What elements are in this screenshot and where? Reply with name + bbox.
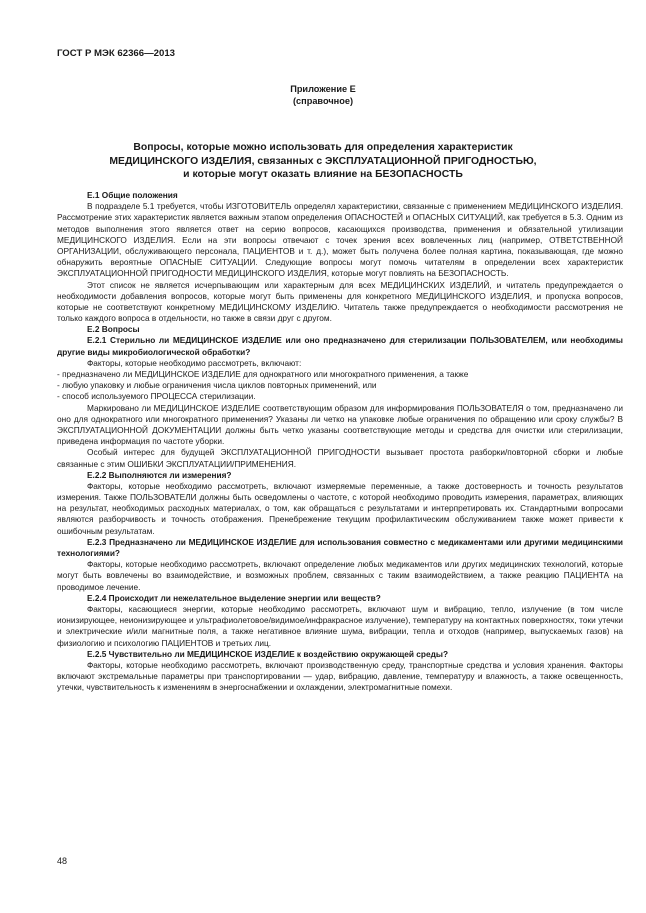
- title-line-3: и которые могут оказать влияние на БЕЗОПАСНОСТЬ: [183, 169, 463, 181]
- paragraph: Этот список не является исчерпывающим или характерным для всех МЕДИЦИНСКИХ ИЗДЕЛИЙ, и читатель предупреждается о необходимости добавления вопросов, которые могут быть применены для конкретного МЕДИЦИНСКОГО ИЗДЕЛИЯ, и пропуска вопросов, которые не соответствуют конкретному МЕДИЦИНСКОМУ ИЗДЕЛИЮ. Читатель также предупреждается о необходимости рассмотрения не только каждого вопроса в отдельности, но также в связи друг с другом.: [57, 279, 623, 324]
- paragraph: Маркировано ли МЕДИЦИНСКОЕ ИЗДЕЛИЕ соответствующим образом для информирования ПОЛЬЗОВАТЕЛЯ о том, предназначено ли оно для однократного или многократного применения? Указаны ли четко на упаковке любые ограничения по обращению или сроку службы? В ЭКСПЛУАТАЦИОННОЙ ДОКУМЕНТАЦИИ должны быть четко указаны соответствующие методы и средства для очистки или стерилизации, приведена информация по частоте уборки.: [57, 402, 623, 447]
- title-line-1: Вопросы, которые можно использовать для определения характеристик: [133, 142, 513, 153]
- document-body: [57, 190, 623, 693]
- paragraph: В подразделе 5.1 требуется, чтобы ИЗГОТОВИТЕЛЬ определял характеристики, связанные с применением МЕДИЦИНСКОГО ИЗДЕЛИЯ. Рассмотрение этих характеристик является важным этапом определения ОПАСНОСТЕЙ и ОПАСНЫХ СИТУАЦИЙ, как требуется в 5.3. Одним из методов выполнения этого является ответ на серию вопросов, касающихся производства, применения и обязательной утилизации МЕДИЦИНСКОГО ИЗДЕЛИЯ. Если на эти вопросы отвечают с точек зрения всех вовлеченных лиц (например, ОТВЕТСТВЕННОЙ ОРГАНИЗАЦИИ, обслуживающего персонала, ПАЦИЕНТОВ и т. д.), может быть получена более полная картина, показывающая, где можно обнаружить вероятные ОПАСНЫЕ СИТУАЦИИ. Следующие вопросы могут помочь читателям в определении всех характеристик ЭКСПЛУАТАЦИОННОЙ ПРИГОДНОСТИ МЕДИЦИНСКОГО ИЗДЕЛИЯ, которые могут повлиять на БЕЗОПАСНОСТЬ.: [57, 201, 623, 279]
- paragraph: Факторы, которые необходимо рассмотреть, включают измеряемые переменные, а также достоверность и точность результатов измерения. Также ПОЛЬЗОВАТЕЛИ должны быть осведомлены о частоте, с которой необходимо проводить измерения, параметрах, влияющих на результат, необходимых расходных материалах, о том, как обращаться с результатами и интерпретировать их. Стандартными вопросами являются разборчивость и точность отображения. Пренебрежение текущим профилактическим обслуживанием также может привести к ошибочным результатам.: [57, 480, 623, 536]
- list-item: - способ используемого ПРОЦЕССА стерилизации.: [57, 391, 256, 402]
- list-item: - предназначено ли МЕДИЦИНСКОЕ ИЗДЕЛИЕ для однократного или многократного применения, а также: [57, 369, 469, 379]
- paragraph: Факторы, которые необходимо рассмотреть, включают определение любых медикаментов или других медицинских технологий, которые могут быть вовлечены во взаимодействие, и возможных проблем, связанных с таким взаимодействием, а также реакцию ПАЦИЕНТА на проводимое лечение.: [57, 559, 623, 592]
- paragraph: Факторы, касающиеся энергии, которые необходимо рассмотреть, включают шум и вибрацию, тепло, излучение (в том числе ионизирующее, неионизирующее и ультрафиолетовое/видимое/инфракрасное излучение), температуру на контактных поверхностях, токи утечки и электрические и/или магнитные поля, а также негативное влияние шума, вибрации, тепла и отходов (например, выпускаемых газов) на физиологию и психологию ПАЦИЕНТОВ и третьих лиц.: [57, 603, 623, 648]
- annex-heading: [0, 84, 646, 107]
- paragraph: Факторы, которые необходимо рассмотреть, включают производственную среду, транспортные средства и условия хранения. Факторы включают экстремальные параметры при транспортировании — удар, вибрацию, давление, температуру и влажность, а также освещенность, утечки, чувствительность к изменениям в энергоснабжении и охлаждении, электромагнитные помехи.: [57, 659, 623, 693]
- annex-subtitle: (справочное): [292, 95, 353, 106]
- section-e21-heading: Е.2.1 Стерильно ли МЕДИЦИНСКОЕ ИЗДЕЛИЕ или оно предназначено для стерилизации ПОЛЬЗОВАТЕЛЕМ, или необходимы другие виды микробиологической обработки?: [57, 335, 623, 357]
- section-e24-heading: Е.2.4 Происходит ли нежелательное выделение энергии или веществ?: [87, 592, 381, 603]
- document-title: [0, 141, 646, 182]
- page-number: 48: [57, 856, 68, 866]
- standard-header: ГОСТ Р МЭК 62366—2013: [57, 48, 176, 59]
- title-line-2: МЕДИЦИНСКОГО ИЗДЕЛИЯ, связанных с ЭКСПЛУАТАЦИОННОЙ ПРИГОДНОСТЬЮ,: [109, 155, 537, 167]
- section-e1-heading: Е.1 Общие положения: [87, 190, 178, 200]
- paragraph: Факторы, которые необходимо рассмотреть, включают:: [87, 357, 302, 368]
- paragraph: Особый интерес для будущей ЭКСПЛУАТАЦИОННОЙ ПРИГОДНОСТИ вызывает простота разборки/повторной сборки и любые связанные с этим ОШИБКИ ЭКСПЛУАТАЦИИ/ПРИМЕНЕНИЯ.: [57, 447, 623, 469]
- section-e25-heading: Е.2.5 Чувствительно ли МЕДИЦИНСКОЕ ИЗДЕЛИЕ к воздействию окружающей среды?: [87, 648, 449, 659]
- list-item: - любую упаковку и любые ограничения числа циклов повторных применений, или: [57, 380, 377, 391]
- section-e22-heading: Е.2.2 Выполняются ли измерения?: [87, 469, 232, 480]
- section-e23-heading: Е.2.3 Предназначено ли МЕДИЦИНСКОЕ ИЗДЕЛИЕ для использования совместно с медикаментами или другими медицинскими технологиями?: [57, 536, 623, 558]
- section-e2-heading: Е.2 Вопросы: [87, 324, 140, 335]
- annex-title: Приложение Е: [290, 84, 356, 94]
